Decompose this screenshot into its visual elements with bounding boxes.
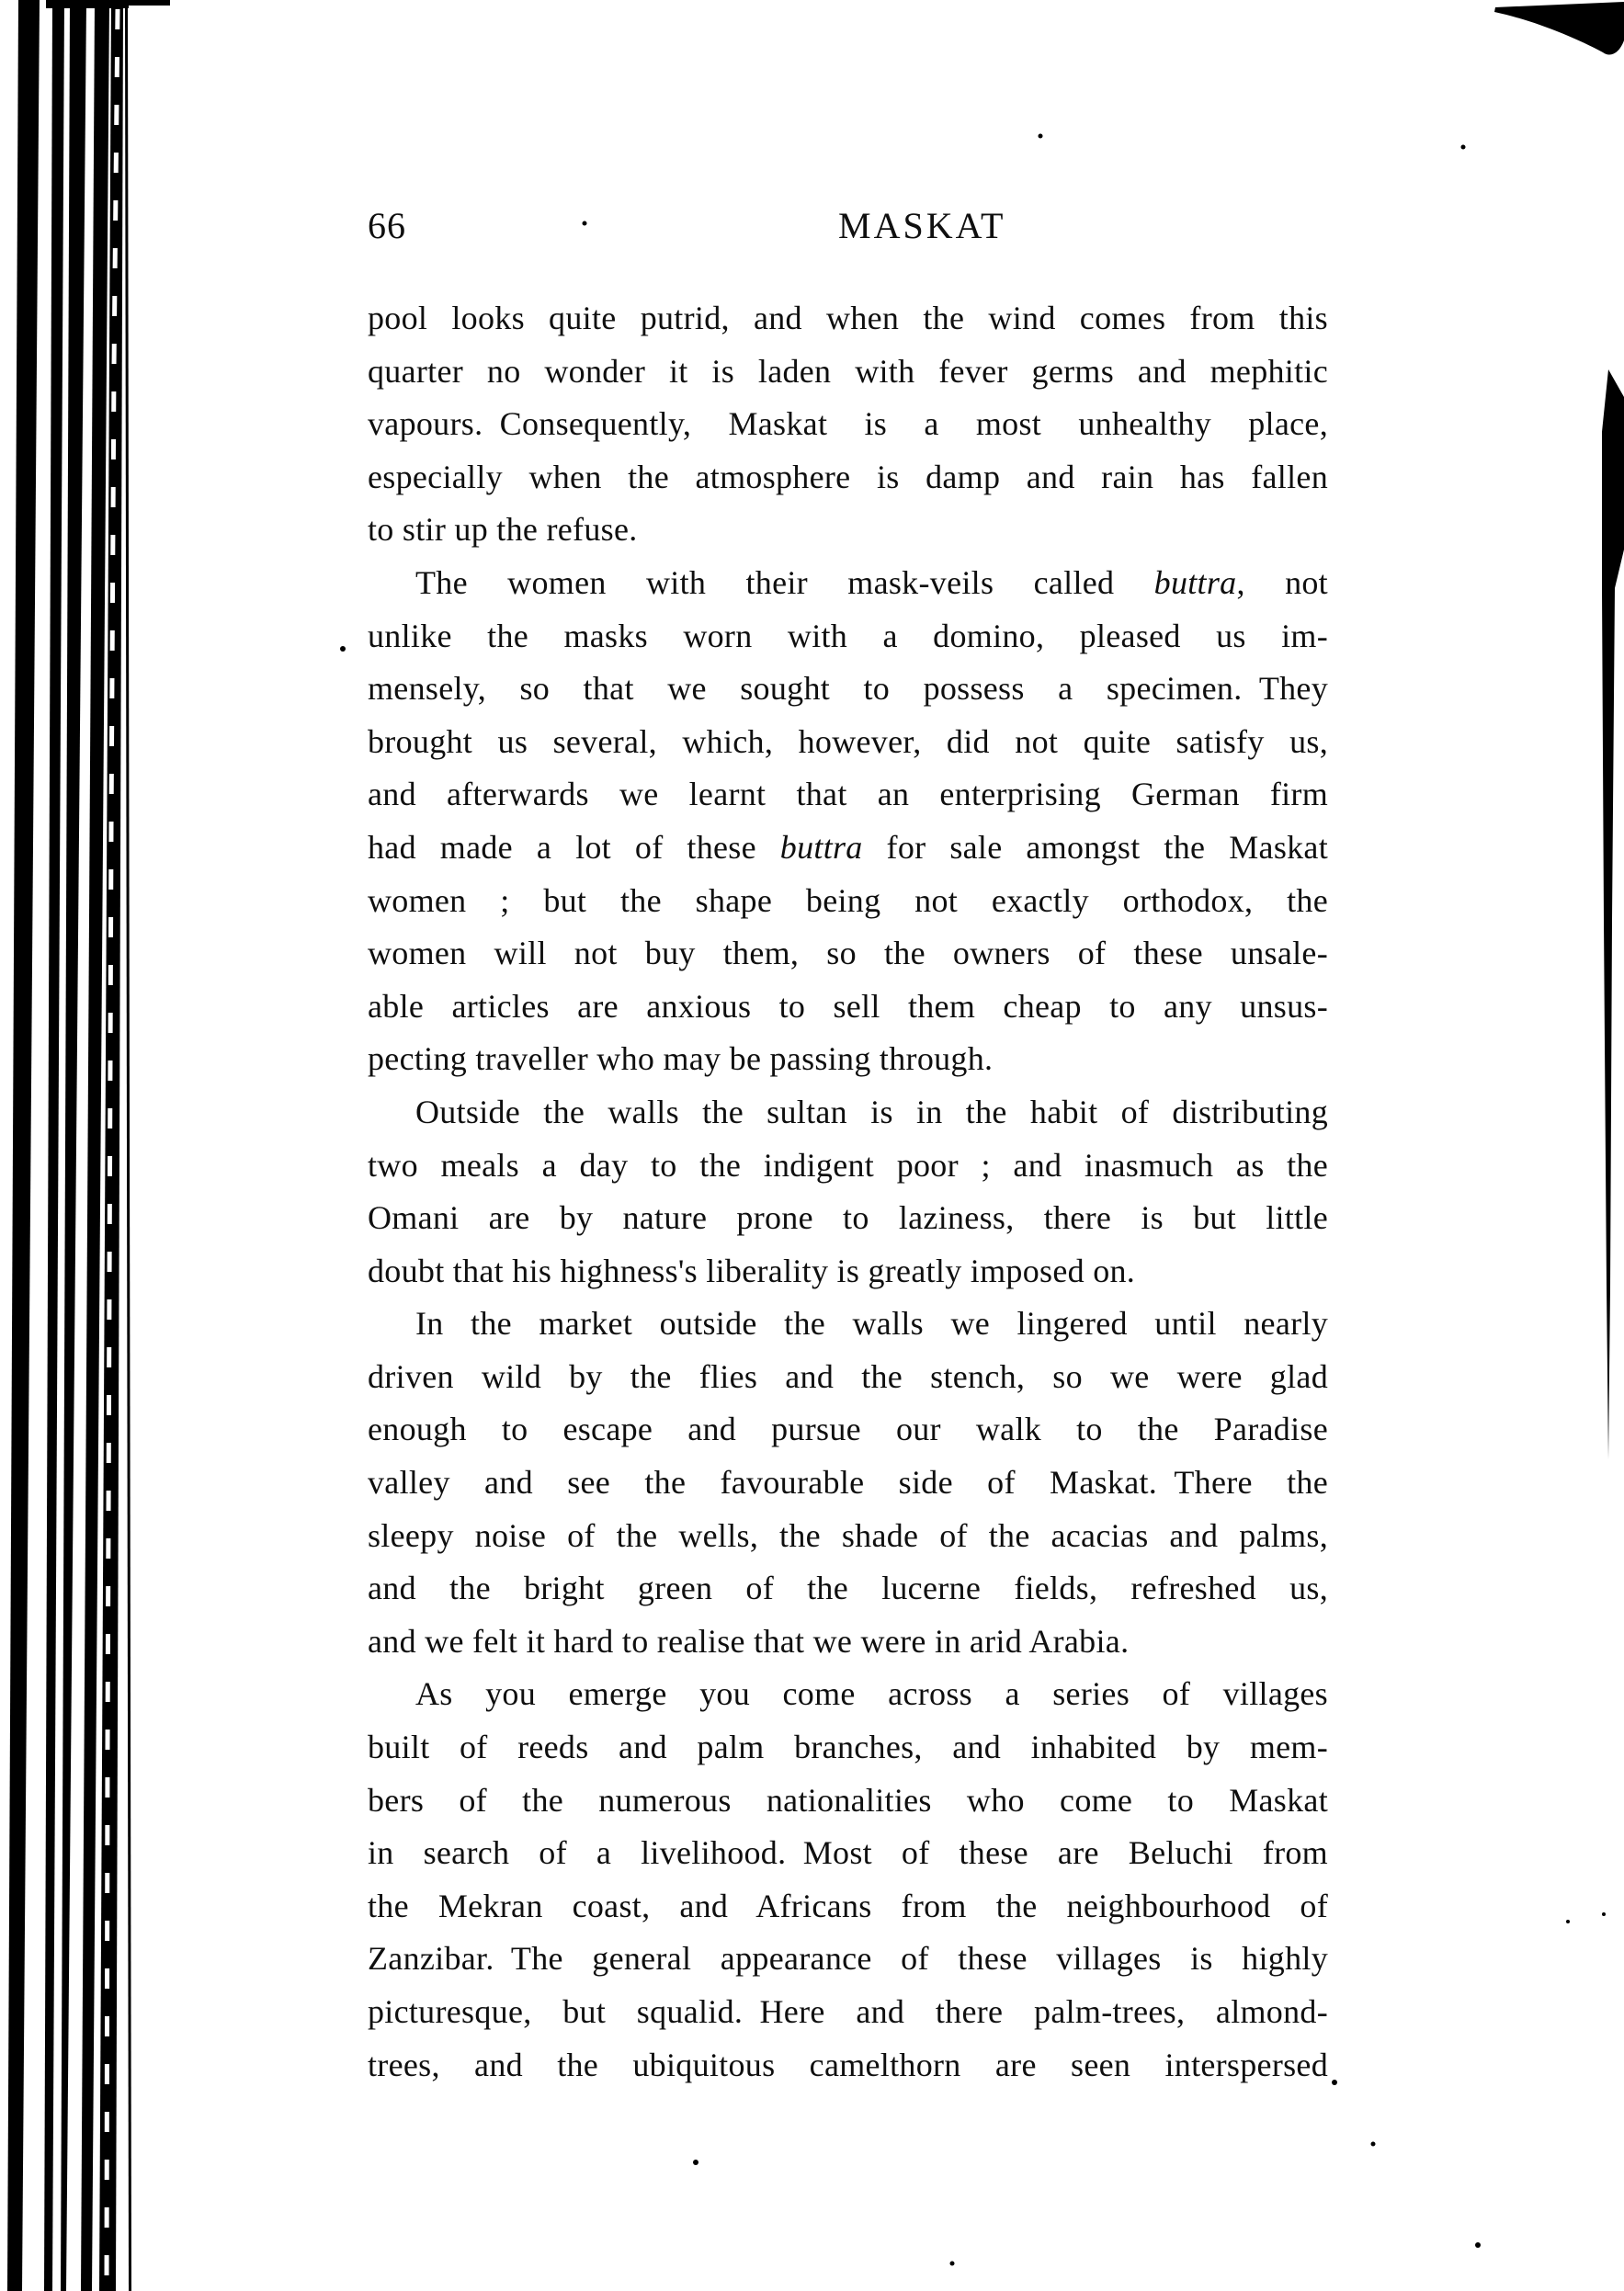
text-line: had made a lot of these buttra for sale amongst the Maskat (368, 828, 1329, 866)
text-line: pecting traveller who may be passing through. (368, 1040, 994, 1078)
text-line: Omani are by nature prone to laziness, there is but little (368, 1199, 1328, 1237)
page-curl-mark (1494, 2, 1624, 54)
text-line: Zanzibar. The general appearance of these villages is highly (368, 1940, 1328, 1978)
running-title: MASKAT (838, 205, 1006, 246)
text-line: In the market outside the walls we lingered until nearly (415, 1305, 1328, 1343)
text-line: pool looks quite putrid, and when the wind comes from this (368, 300, 1328, 336)
text-line: As you emerge you come across a series of villages (415, 1675, 1328, 1713)
text-line: trees, and the ubiquitous camelthorn are seen interspersed (368, 2046, 1328, 2083)
text-line: driven wild by the flies and the stench, so we were glad (368, 1357, 1328, 1395)
text-line: valley and see the favourable side of Maskat. There the (368, 1464, 1328, 1502)
gutter-texture (107, 9, 118, 2291)
text-line: The women with their mask-veils called buttra, not (415, 563, 1328, 601)
text-line: mensely, so that we sought to possess a specimen. They (368, 670, 1328, 708)
text-line: built of reeds and palm branches, and inhabited by mem- (368, 1729, 1328, 1766)
text-line: unlike the masks worn with a domino, pleased us im- (368, 617, 1328, 654)
text-line: to stir up the refuse. (368, 511, 638, 549)
text-line: doubt that his highness's liberality is greatly imposed on. (368, 1252, 1136, 1289)
text-line: in search of a livelihood. Most of these are Beluchi from (368, 1834, 1328, 1872)
text-line: sleepy noise of the wells, the shade of the acacias and palms, (368, 1516, 1328, 1554)
text-body (368, 292, 1328, 2092)
text-line: quarter no wonder it is laden with fever germs and mephitic (368, 352, 1328, 390)
text-line: bers of the numerous nationalities who come to Maskat (368, 1781, 1328, 1819)
text-line: and the bright green of the lucerne fields, refreshed us, (368, 1570, 1328, 1607)
edge-shadow (1602, 369, 1624, 1459)
text-line: two meals a day to the indigent poor ; and inasmuch as the (368, 1146, 1328, 1184)
text-line: and we felt it hard to realise that we were in arid Arabia. (368, 1622, 1130, 1660)
text-line: able articles are anxious to sell them cheap to any unsus- (368, 987, 1328, 1025)
text-line: women ; but the shape being not exactly orthodox, the (368, 881, 1328, 919)
gutter-shadow (7, 0, 170, 2291)
page-header (368, 204, 1328, 248)
text-line: especially when the atmosphere is damp and rain has fallen (368, 458, 1328, 495)
text-line: Outside the walls the sultan is in the habit of distributing (415, 1093, 1328, 1130)
text-line: women will not buy them, so the owners of these unsale- (368, 935, 1328, 972)
text-line: brought us several, which, however, did not quite satisfy us, (368, 722, 1328, 760)
text-line: enough to escape and pursue our walk to the Paradise (368, 1411, 1328, 1448)
page-number: 66 (368, 205, 406, 246)
text-line: picturesque, but squalid. Here and there palm-trees, almond- (368, 1993, 1328, 2030)
text-line: and afterwards we learnt that an enterprising German firm (368, 776, 1328, 813)
text-line: vapours. Consequently, Maskat is a most unhealthy place, (368, 405, 1328, 443)
text-line: the Mekran coast, and Africans from the neighbourhood of (368, 1887, 1328, 1924)
